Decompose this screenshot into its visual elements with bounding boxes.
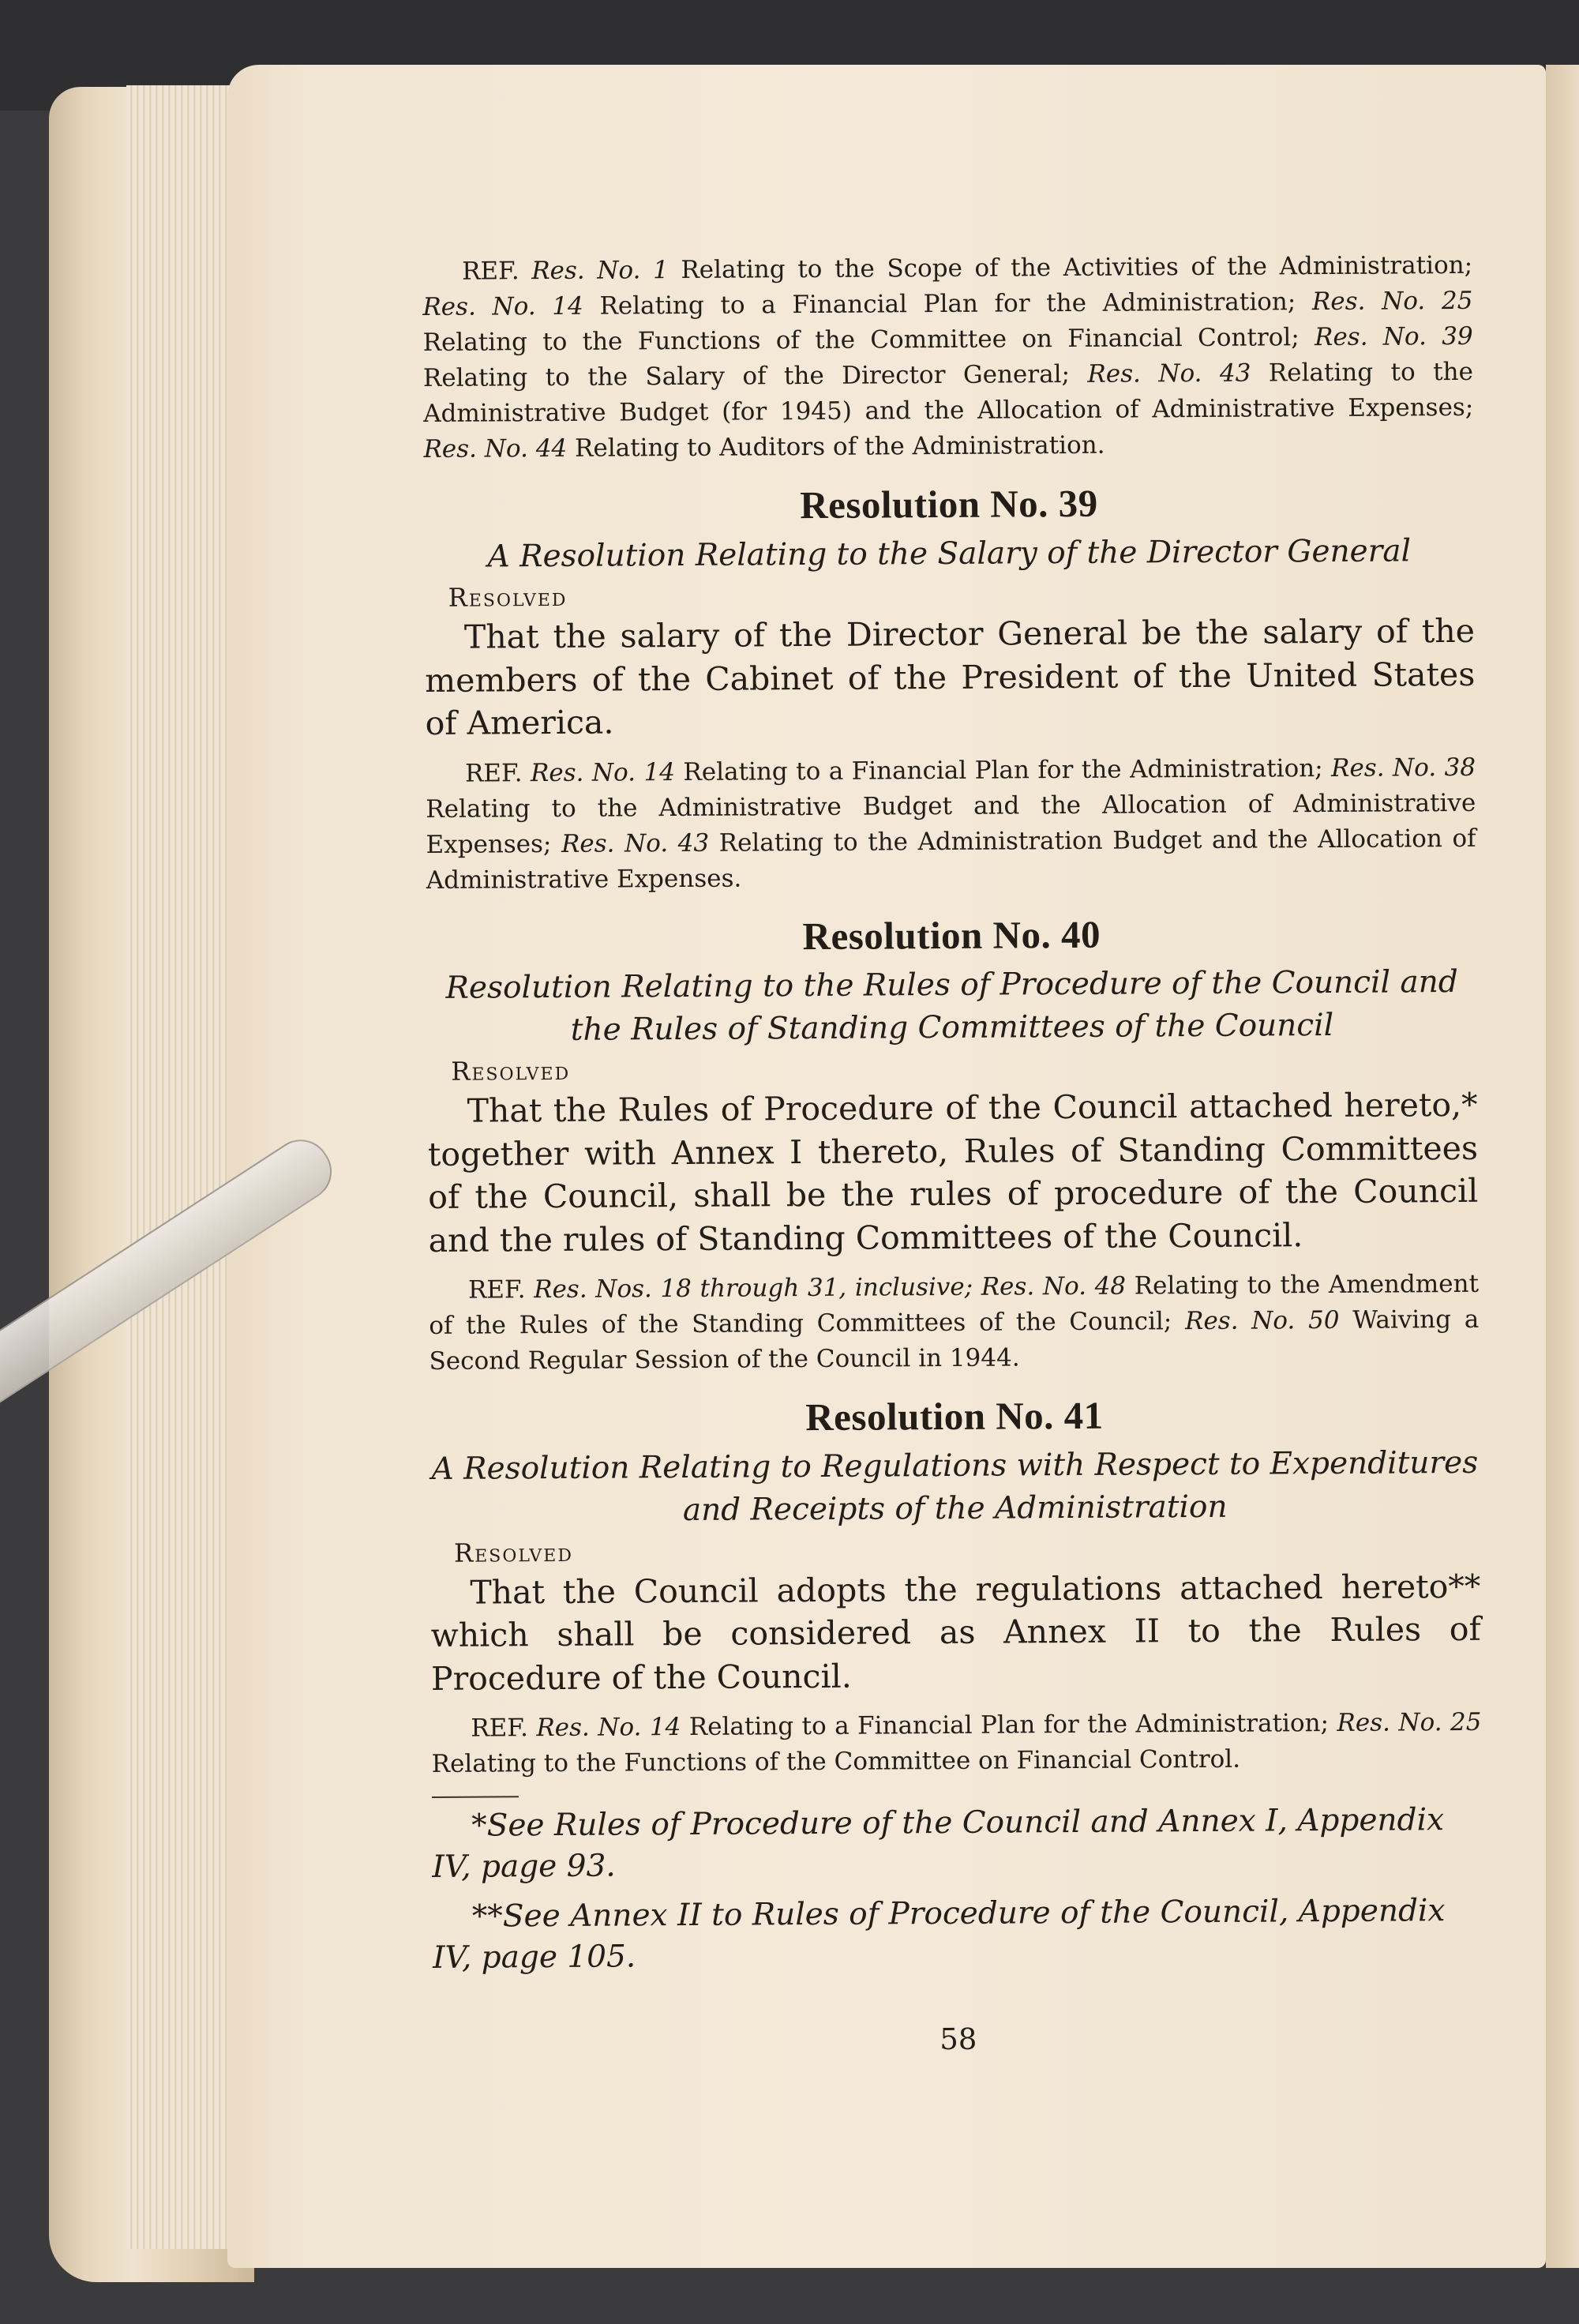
resolution-41-ref: REF. Res. No. 14 Relating to a Financial Plan for the Administration; Res. No. 25 Relating to the Functions of the Committee on Financial Control. [431, 1708, 1482, 1779]
page-content [422, 248, 1483, 2059]
page-number: 58 [940, 2022, 977, 2057]
resolution-41-body: That the Council adopts the regulations attached hereto** which shall be considered as Annex II to the Rules of Procedure of the Council. [430, 1567, 1481, 1698]
resolution-39-title: Resolution No. 39 [800, 481, 1098, 527]
footnote-rule [432, 1797, 519, 1799]
resolution-41-resolved: Resolved [453, 1537, 574, 1568]
resolution-40-body: That the Rules of Procedure of the Council attached hereto,* together with Annex I thereto, Rules of Standing Committees of the Council, shall be the rules of procedure of the Council and the rules of Standing Committees of the Council. [427, 1086, 1479, 1260]
resolution-40-resolved: Resolved [451, 1056, 571, 1087]
footnote-1: *See Rules of Procedure of the Council and Annex I, Appendix IV, page 93. [432, 1802, 1445, 1885]
footnote-2: **See Annex II to Rules of Procedure of the Council, Appendix IV, page 105. [433, 1893, 1446, 1976]
resolution-39-resolved: Resolved [448, 582, 568, 614]
resolution-41-title: Resolution No. 41 [805, 1393, 1104, 1440]
resolution-40-ref: REF. Res. Nos. 18 through 31, inclusive; Res. No. 48 Relating to the Amendment of the Rules of the Standing Committees of the Council; Res. No. 50 Waiving a Second Regular Session of the Council in 1944. [429, 1270, 1480, 1376]
adjacent-page-edge [1546, 65, 1579, 2268]
ref-top: REF. Res. No. 1 Relating to the Scope of the Activities of the Administration; Res. No. 14 Relating to a Financial Plan for the Administration; Res. No. 25 Relating to the Functions of the Committee on Financial Control; Res. No. 39 Relating to the Salary of the Director General; Res. No. 43 Relating to the Administrative Budget (for 1945) and the Allocation of Administrative Expenses; Res. No. 44 Relating to Auditors of the Administration. [422, 250, 1474, 464]
resolution-39-body: That the salary of the Director General be the salary of the members of the Cabinet of the President of the United States of America. [425, 612, 1476, 743]
resolution-39-ref: REF. Res. No. 14 Relating to a Financial Plan for the Administration; Res. No. 38 Relating to the Administrative Budget and the Allocation of Administrative Expenses; Res. No. 43 Relating to the Administration Budget and the Allocation of Administrative Expenses. [426, 753, 1476, 895]
resolution-39-subtitle: A Resolution Relating to the Salary of the Director General [487, 532, 1412, 575]
resolution-40-subtitle: Resolution Relating to the Rules of Procedure of the Council and the Rules of Standing Committees of the Council [445, 963, 1458, 1048]
resolution-41-subtitle: A Resolution Relating to Regulations with Respect to Expenditures and Receipts of the Administration [431, 1445, 1479, 1529]
resolution-40-title: Resolution No. 40 [802, 912, 1101, 958]
